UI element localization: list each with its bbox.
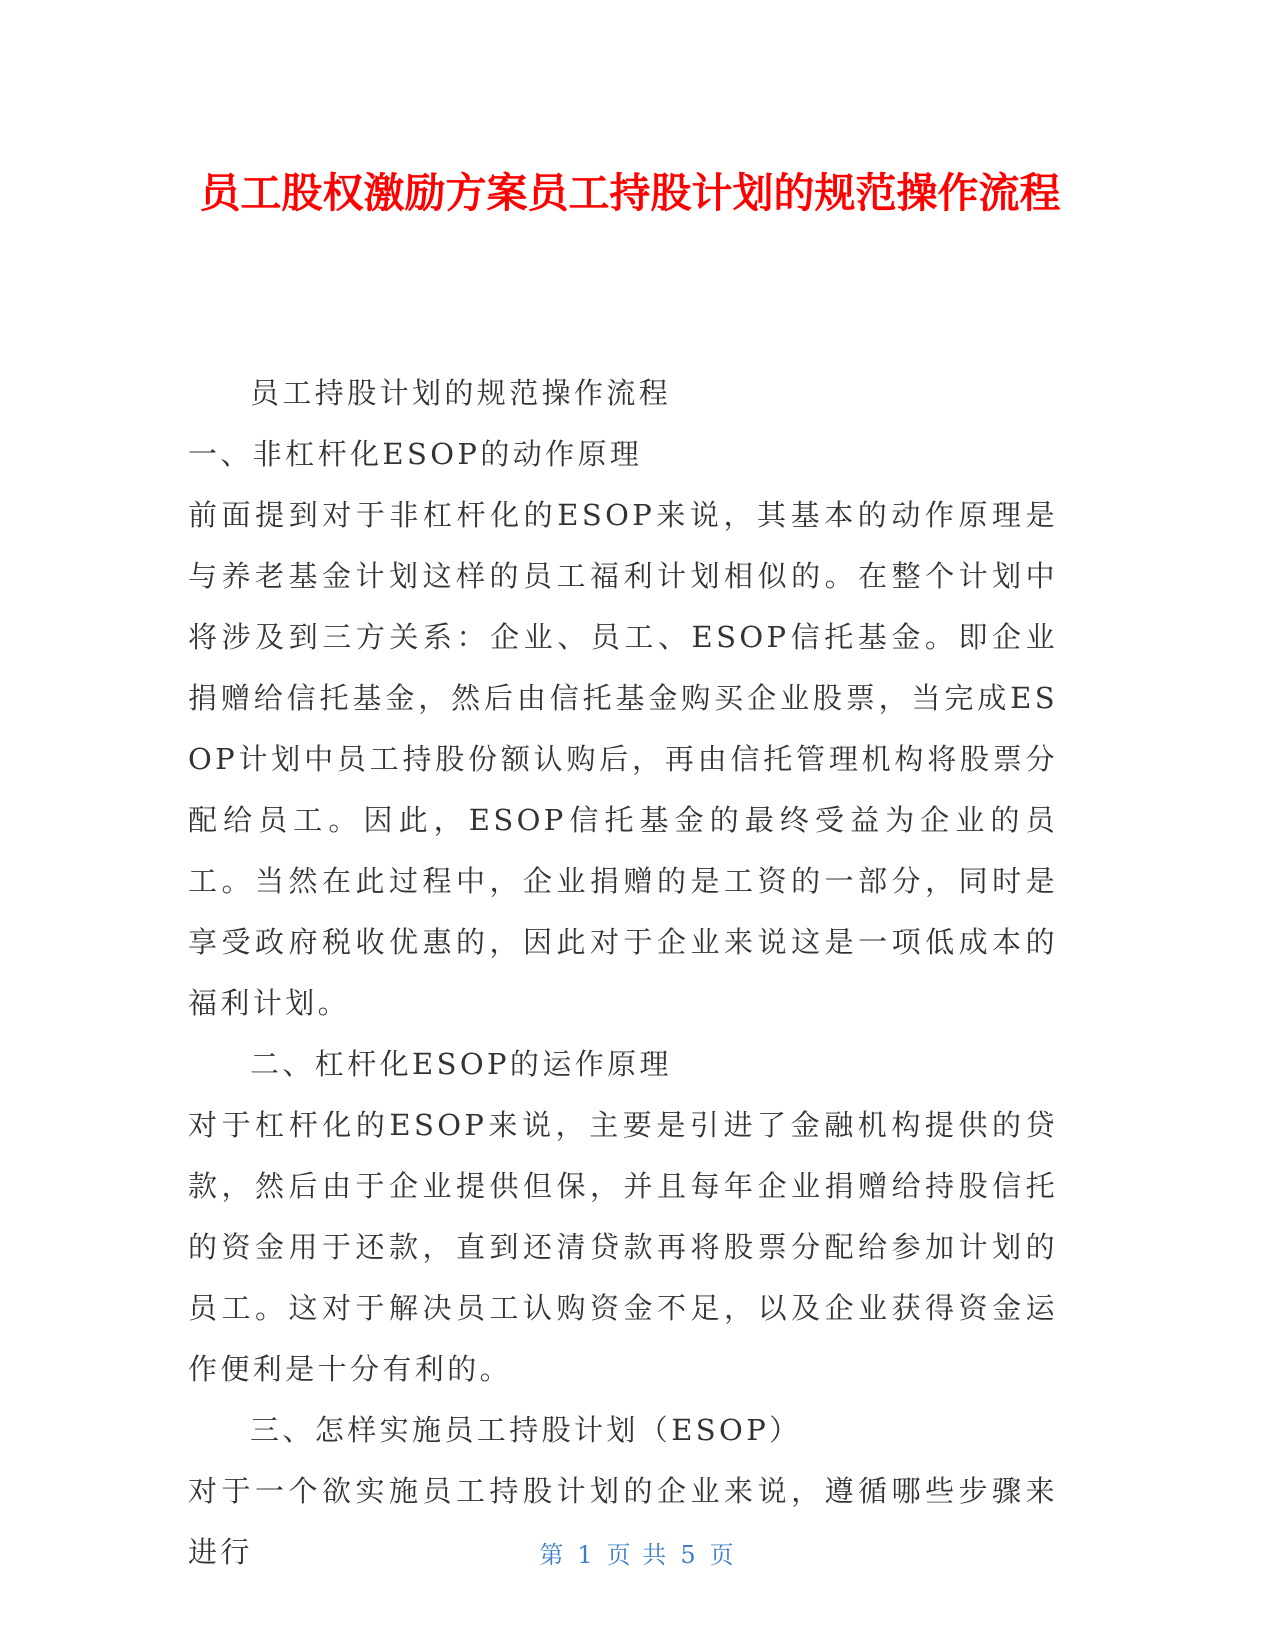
section-heading-3: 三、怎样实施员工持股计划（ESOP）	[250, 1413, 802, 1447]
footer-middle: 页 共	[606, 1541, 669, 1569]
document-body	[188, 363, 1058, 1583]
paragraph-subtitle: 员工持股计划的规范操作流程	[250, 376, 672, 410]
paragraph-section-3: 对于一个欲实施员工持股计划的企业来说，遵循哪些步骤来进行	[188, 1474, 1058, 1569]
footer-current-page: 1	[577, 1541, 595, 1569]
document-title: 员工股权激励方案员工持股计划的规范操作流程	[199, 169, 1061, 217]
section-heading-2: 二、杠杆化ESOP的运作原理	[250, 1047, 672, 1081]
paragraph-section-2: 对于杠杆化的ESOP来说，主要是引进了金融机构提供的贷款，然后由于企业提供但保，并且每年企业捐赠给持股信托的资金用于还款，直到还清贷款再将股票分配给参加计划的员工。这对于解决员工认购资金不足，以及企业获得资金运作便利是十分有利的。	[188, 1108, 1058, 1386]
section-heading-1: 一、非杠杆化ESOP的动作原理	[188, 437, 643, 471]
footer-prefix: 第	[539, 1541, 566, 1569]
footer-suffix: 页	[709, 1541, 736, 1569]
paragraph-section-1: 前面提到对于非杠杆化的ESOP来说，其基本的动作原理是与养老基金计划这样的员工福利计划相似的。在整个计划中将涉及到三方关系：企业、员工、ESOP信托基金。即企业捐赠给信托基金，然后由信托基金购买企业股票，当完成ESOP计划中员工持股份额认购后，再由信托管理机构将股票分配给员工。因此，ESOP信托基金的最终受益为企业的员工。当然在此过程中，企业捐赠的是工资的一部分，同时是享受政府税收优惠的，因此对于企业来说这是一项低成本的福利计划。	[188, 498, 1058, 1020]
footer-total-pages: 5	[680, 1541, 698, 1569]
page-footer	[0, 1535, 1275, 1570]
